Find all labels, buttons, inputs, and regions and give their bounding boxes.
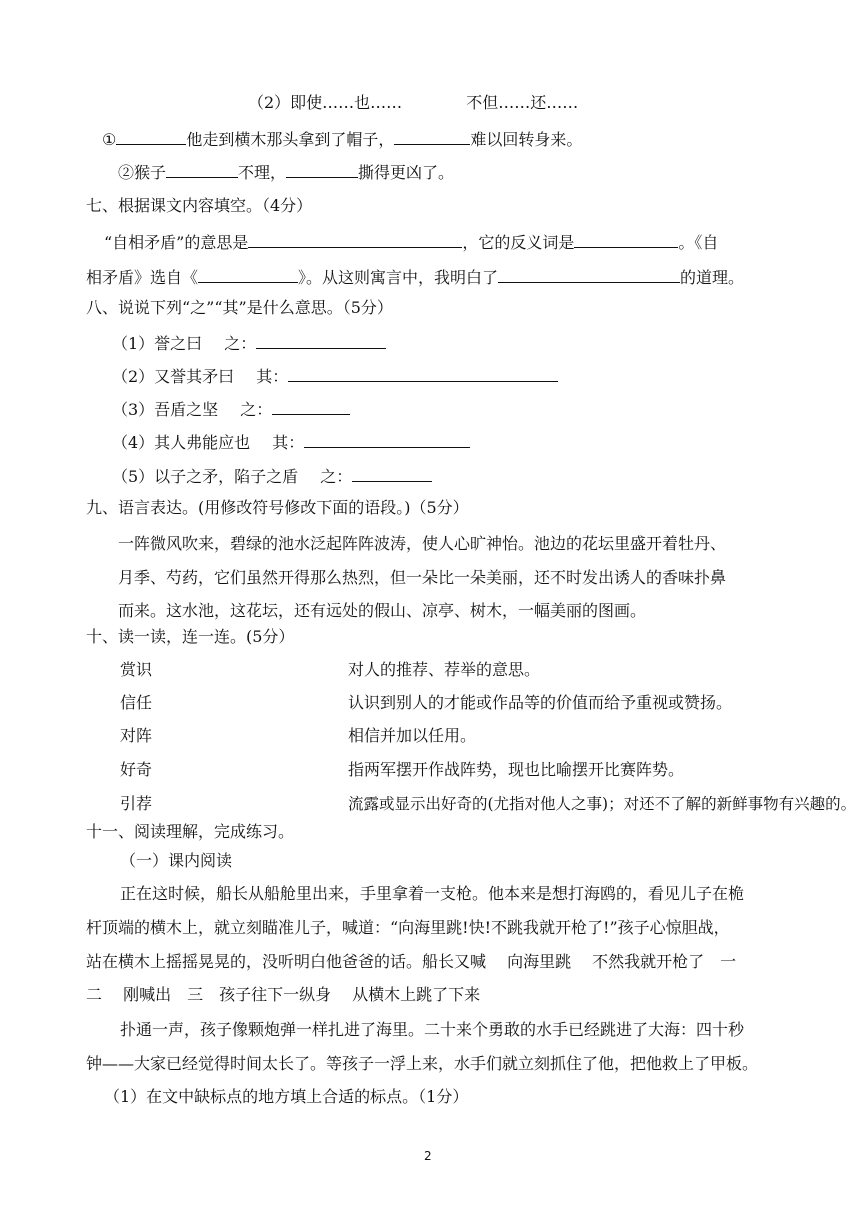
section-9-heading: 九、语言表达。(用修改符号修改下面的语段。)（5分） [86, 498, 469, 517]
answer-blank[interactable] [256, 332, 386, 349]
s8-item-1 [112, 332, 386, 354]
answer-blank[interactable] [304, 431, 470, 448]
match-word[interactable]: 好奇 [120, 760, 153, 779]
item-number: ① [102, 130, 117, 149]
reading-line-4: 二 刚喊出 三 孩子往下一纵身 从横木上跳了下来 [86, 985, 481, 1004]
reading-line-3: 站在横木上摇摇晃晃的，没听明白他爸爸的话。船长又喊 向海里跳 不然我就开枪了 一 [86, 952, 737, 971]
item-text: 他走到横木那头拿到了帽子， [186, 130, 395, 149]
s8-item-4 [112, 431, 470, 453]
item-text: ，它的反义词是 [462, 233, 575, 252]
item-text: 不理， [238, 163, 287, 182]
item-text: （5）以子之矛，陷子之盾 [112, 467, 299, 486]
answer-blank[interactable] [352, 465, 432, 482]
match-definition[interactable]: 流露或显示出好奇的(尤指对他人之事)；对还不了解的新鲜事物有兴趣的。 [348, 795, 857, 813]
section-8-heading: 八、说说下列“之”“其”是什么意思。（5分） [86, 298, 393, 317]
item-text: 相矛盾》选自《 [86, 268, 199, 287]
item-text: ②猴子 [118, 163, 167, 182]
question-1: （1）在文中缺标点的地方填上合适的标点。（1分） [104, 1087, 469, 1106]
pair-a: （2）即使……也…… [248, 93, 403, 112]
conjunction-pair-2 [248, 93, 578, 113]
section-11-heading: 十一、阅读理解，完成练习。 [86, 822, 295, 841]
match-row-3 [120, 726, 477, 746]
reading-line-2: 杆顶端的横木上，就立刻瞄准儿子，喊道：“向海里跳!快!不跳我就开枪了!”孩子心惊胆战， [86, 918, 730, 937]
reading-line-6: 钟——大家已经觉得时间太长了。等孩子一浮上来，水手们就立刻抓住了他，把他救上了甲板。 [86, 1054, 759, 1073]
match-row-1 [120, 660, 541, 680]
match-definition[interactable]: 相信并加以任用。 [348, 726, 477, 745]
item-text: “自相矛盾”的意思是 [104, 233, 249, 252]
match-row-5 [120, 794, 857, 814]
item-text: 》。从这则寓言中，我明白了 [298, 268, 499, 287]
s7-line-2 [86, 266, 744, 288]
answer-blank[interactable] [286, 161, 358, 178]
reading-line-5: 扑通一声，孩子像颗炮弹一样扎进了海里。二十来个勇敢的水手已经跳进了大海：四十秒 [120, 1020, 745, 1039]
item-key: 其： [272, 433, 305, 452]
s8-item-5 [112, 465, 432, 487]
s6-item-1 [102, 128, 582, 150]
match-row-2 [120, 693, 733, 713]
pair-b: 不但……还…… [466, 93, 579, 112]
answer-blank[interactable] [394, 128, 470, 145]
item-text: 的道理。 [680, 268, 745, 287]
s9-paragraph-line-2: 月季、芍药，它们虽然开得那么热烈，但一朵比一朵美丽，还不时发出诱人的香味扑鼻 [118, 568, 727, 587]
section-7-heading: 七、根据课文内容填空。（4分） [86, 196, 313, 215]
item-text: 撕得更凶了。 [358, 163, 455, 182]
page-number: 2 [424, 1149, 432, 1163]
match-word[interactable]: 对阵 [120, 726, 153, 745]
answer-blank[interactable] [116, 128, 186, 145]
item-text: 难以回转身来。 [470, 130, 583, 149]
section-10-heading: 十、读一读，连一连。(5分） [86, 627, 295, 646]
match-word[interactable]: 引荐 [120, 794, 153, 813]
s7-line-1 [104, 231, 718, 253]
s9-paragraph-line-1: 一阵微风吹来，碧绿的池水泛起阵阵波涛，使人心旷神怡。池边的花坛里盛开着牡丹、 [118, 534, 727, 553]
s8-item-3 [112, 398, 350, 420]
match-definition[interactable]: 认识到别人的才能或作品等的价值而给予重视或赞扬。 [348, 693, 733, 712]
item-key: 之： [320, 467, 353, 486]
s8-item-2 [112, 365, 558, 387]
item-text: （3）吾盾之坚 [112, 400, 219, 419]
item-text: （1）誉之曰 [112, 334, 203, 353]
item-key: 之： [224, 334, 257, 353]
s9-paragraph-line-3: 而来。这水池，这花坛，还有远处的假山、凉亭、树木，一幅美丽的图画。 [118, 601, 647, 620]
item-text: 。《自 [678, 233, 719, 252]
item-text: （2）又誉其矛曰 [112, 367, 235, 386]
match-definition[interactable]: 对人的推荐、荐举的意思。 [348, 660, 541, 679]
reading-line-1: 正在这时候，船长从船舱里出来，手里拿着一支枪。他本来是想打海鸥的，看见儿子在桅 [120, 884, 745, 903]
s6-item-2 [118, 161, 454, 183]
item-text: （4）其人弗能应也 [112, 433, 251, 452]
item-key: 其： [256, 367, 289, 386]
answer-blank[interactable] [288, 365, 558, 382]
subsection-heading: （一）课内阅读 [120, 851, 233, 870]
answer-blank[interactable] [198, 266, 298, 283]
answer-blank[interactable] [498, 266, 680, 283]
item-key: 之： [240, 400, 273, 419]
match-definition[interactable]: 指两军摆开作战阵势，现也比喻摆开比赛阵势。 [348, 760, 685, 779]
match-row-4 [120, 760, 685, 780]
answer-blank[interactable] [574, 231, 678, 248]
match-word[interactable]: 赏识 [120, 660, 153, 679]
match-word[interactable]: 信任 [120, 693, 153, 712]
answer-blank[interactable] [166, 161, 238, 178]
answer-blank[interactable] [272, 398, 350, 415]
answer-blank[interactable] [248, 231, 462, 248]
